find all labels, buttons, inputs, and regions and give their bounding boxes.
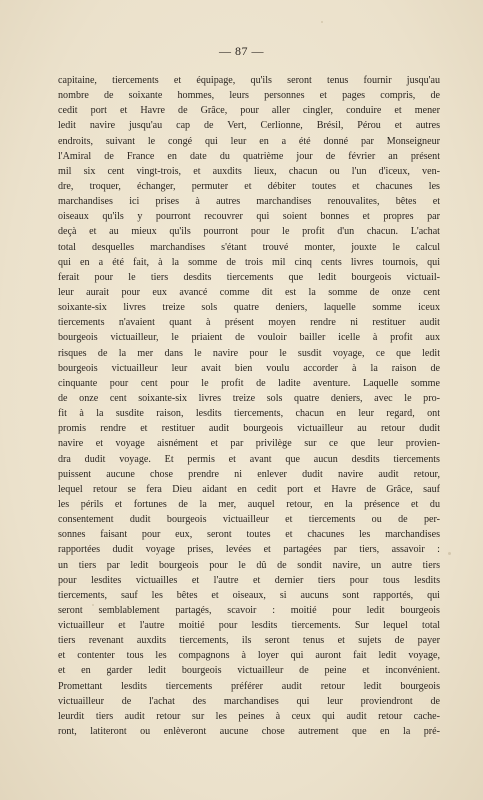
body-text (58, 73, 440, 739)
text-line: bourgeois victuailleur, le priaient de vouloir bailler icelle à profit aux (58, 332, 440, 344)
text-line: nombre de soixante hommes, leurs personnes et pages compris, de (58, 90, 440, 102)
text-line: endroits, suivant le congé qui leur en a été donné par Monseigneur (58, 135, 440, 147)
text-line: tiercements, sauf les bêtes et oiseaux, si aucuns sont rapportés, qui (58, 589, 440, 601)
text-line: capitaine, tiercements et équipage, qu'ils seront tenus fournir jusqu'au (58, 75, 440, 86)
text-line: qui en a été fait, à la somme de trois mil cinq cents livres tournois, qui (58, 256, 440, 268)
text-line: oiseaux qu'ils y pourront recouvrer qui soient bonnes et propres par (58, 211, 440, 223)
text-line: soixante-six livres treize sols quatre deniers, laquelle somme iceux (58, 302, 440, 314)
text-line: ledit navire jusqu'au cap de Vert, Cerlionne, Brésil, Pérou et autres (58, 120, 440, 132)
text-line: victuailleur et l'autre moitié pour lesdits tiercements. Sur lequel total (58, 620, 440, 632)
text-line: bourgeois victuailleur leur avait bien voulu accorder à la raison de (58, 362, 440, 374)
text-line: Promettant lesdits tiercements préférer audit retour ledit bourgeois (58, 680, 440, 692)
text-line: lequel retour se fera Dieu aidant en cedit port et Havre de Grâce, sauf (58, 483, 440, 495)
text-line: cedit port et Havre de Grâce, pour aller cingler, conduire et mener (58, 105, 440, 117)
text-line: mil six cent vingt-trois, et auxdits lieux, chacun ou l'un d'iceux, ven- (58, 165, 440, 177)
text-line: consentement dudit bourgeois victuailleur et tiercements ou de per- (58, 514, 440, 526)
text-line: seront semblablement partagés, scavoir : moitié pour ledit bourgeois (58, 604, 440, 616)
text-line: et contenter tous les compagnons à loyer qui auront fait ledit voyage, (58, 650, 440, 662)
text-line: les périls et fortunes de la mer, auquel retour, en la présence et du (58, 498, 440, 510)
text-line: dre, troquer, échanger, permuter et débiter toutes et chacunes les (58, 180, 440, 192)
paper-speck (448, 552, 451, 555)
text-line: fit à la susdite raison, lesdits tiercements, chacun en leur regard, ont (58, 408, 440, 420)
text-line: leurdit tiers audit retour sur les peines à ceux qui audit retour cache- (58, 710, 440, 722)
text-line: dra dudit voyage. Et permis et avant que aucun desdits tiercements (58, 453, 440, 465)
text-line: tiercements n'avaient quant à présent moyen rendre ni restituer audit (58, 317, 440, 329)
paper-speck (321, 21, 323, 23)
text-line: puissent aucune chose prendre ni enlever dudit navire audit retour, (58, 468, 440, 480)
text-line: l'Amiral de France en date du quatrième jour de février an présent (58, 150, 440, 162)
text-line: marchandises ici prises à autres marchandises renouvalites, bêtes et (58, 196, 440, 208)
text-line: risques de la mer dans le navire pour le susdit voyage, ce que ledit (58, 347, 440, 359)
text-line: cinquante pour cent pour le profit de ladite aventure. Laquelle somme (58, 377, 440, 389)
text-line: rapportées dudit voyage prises, levées et partagées par tiers, assavoir : (58, 544, 440, 556)
text-line: et en garder ledit bourgeois victuailleur de peine et inconvénient. (58, 665, 440, 677)
text-line: deçà et au mieux qu'ils pourront pour le profit d'un chacun. L'achat (58, 226, 440, 238)
text-line: un tiers par ledit bourgeois pour le dû de sondit navire, un autre tiers (58, 559, 440, 571)
page-number: — 87 — (219, 44, 264, 58)
text-line: total desquelles marchandises s'étant trouvé monter, jouxte le calcul (58, 241, 440, 253)
text-line: victuailleur de l'achat des marchandises qui leur proviendront de (58, 695, 440, 707)
text-line: ferait pour le tiers desdits tiercements que ledit bourgeois victuail- (58, 271, 440, 283)
text-line: promis rendre et restituer audit bourgeois victuailleur au retour dudit (58, 423, 440, 435)
text-line: navire et voyage aisnément et par privilège sur ce que leur provien- (58, 438, 440, 450)
text-line: tiers revenant auxdits tiercements, ils seront tenus et sujets de payer (58, 635, 440, 647)
text-line: ront, latiteront ou enlèveront aucune chose autrement que en la pré- (58, 726, 440, 738)
text-line: de onze cent soixante-six livres treize sols quatre deniers, avec le pro- (58, 392, 440, 404)
text-line: leur aurait pour eux avancé comme dit est la somme de onze cent (58, 286, 440, 298)
text-line: pour lesdites victuailles et l'autre et dernier tiers pour tous lesdits (58, 574, 440, 586)
text-line: sonnes faisant pour eux, seront toutes et chacunes les marchandises (58, 529, 440, 541)
